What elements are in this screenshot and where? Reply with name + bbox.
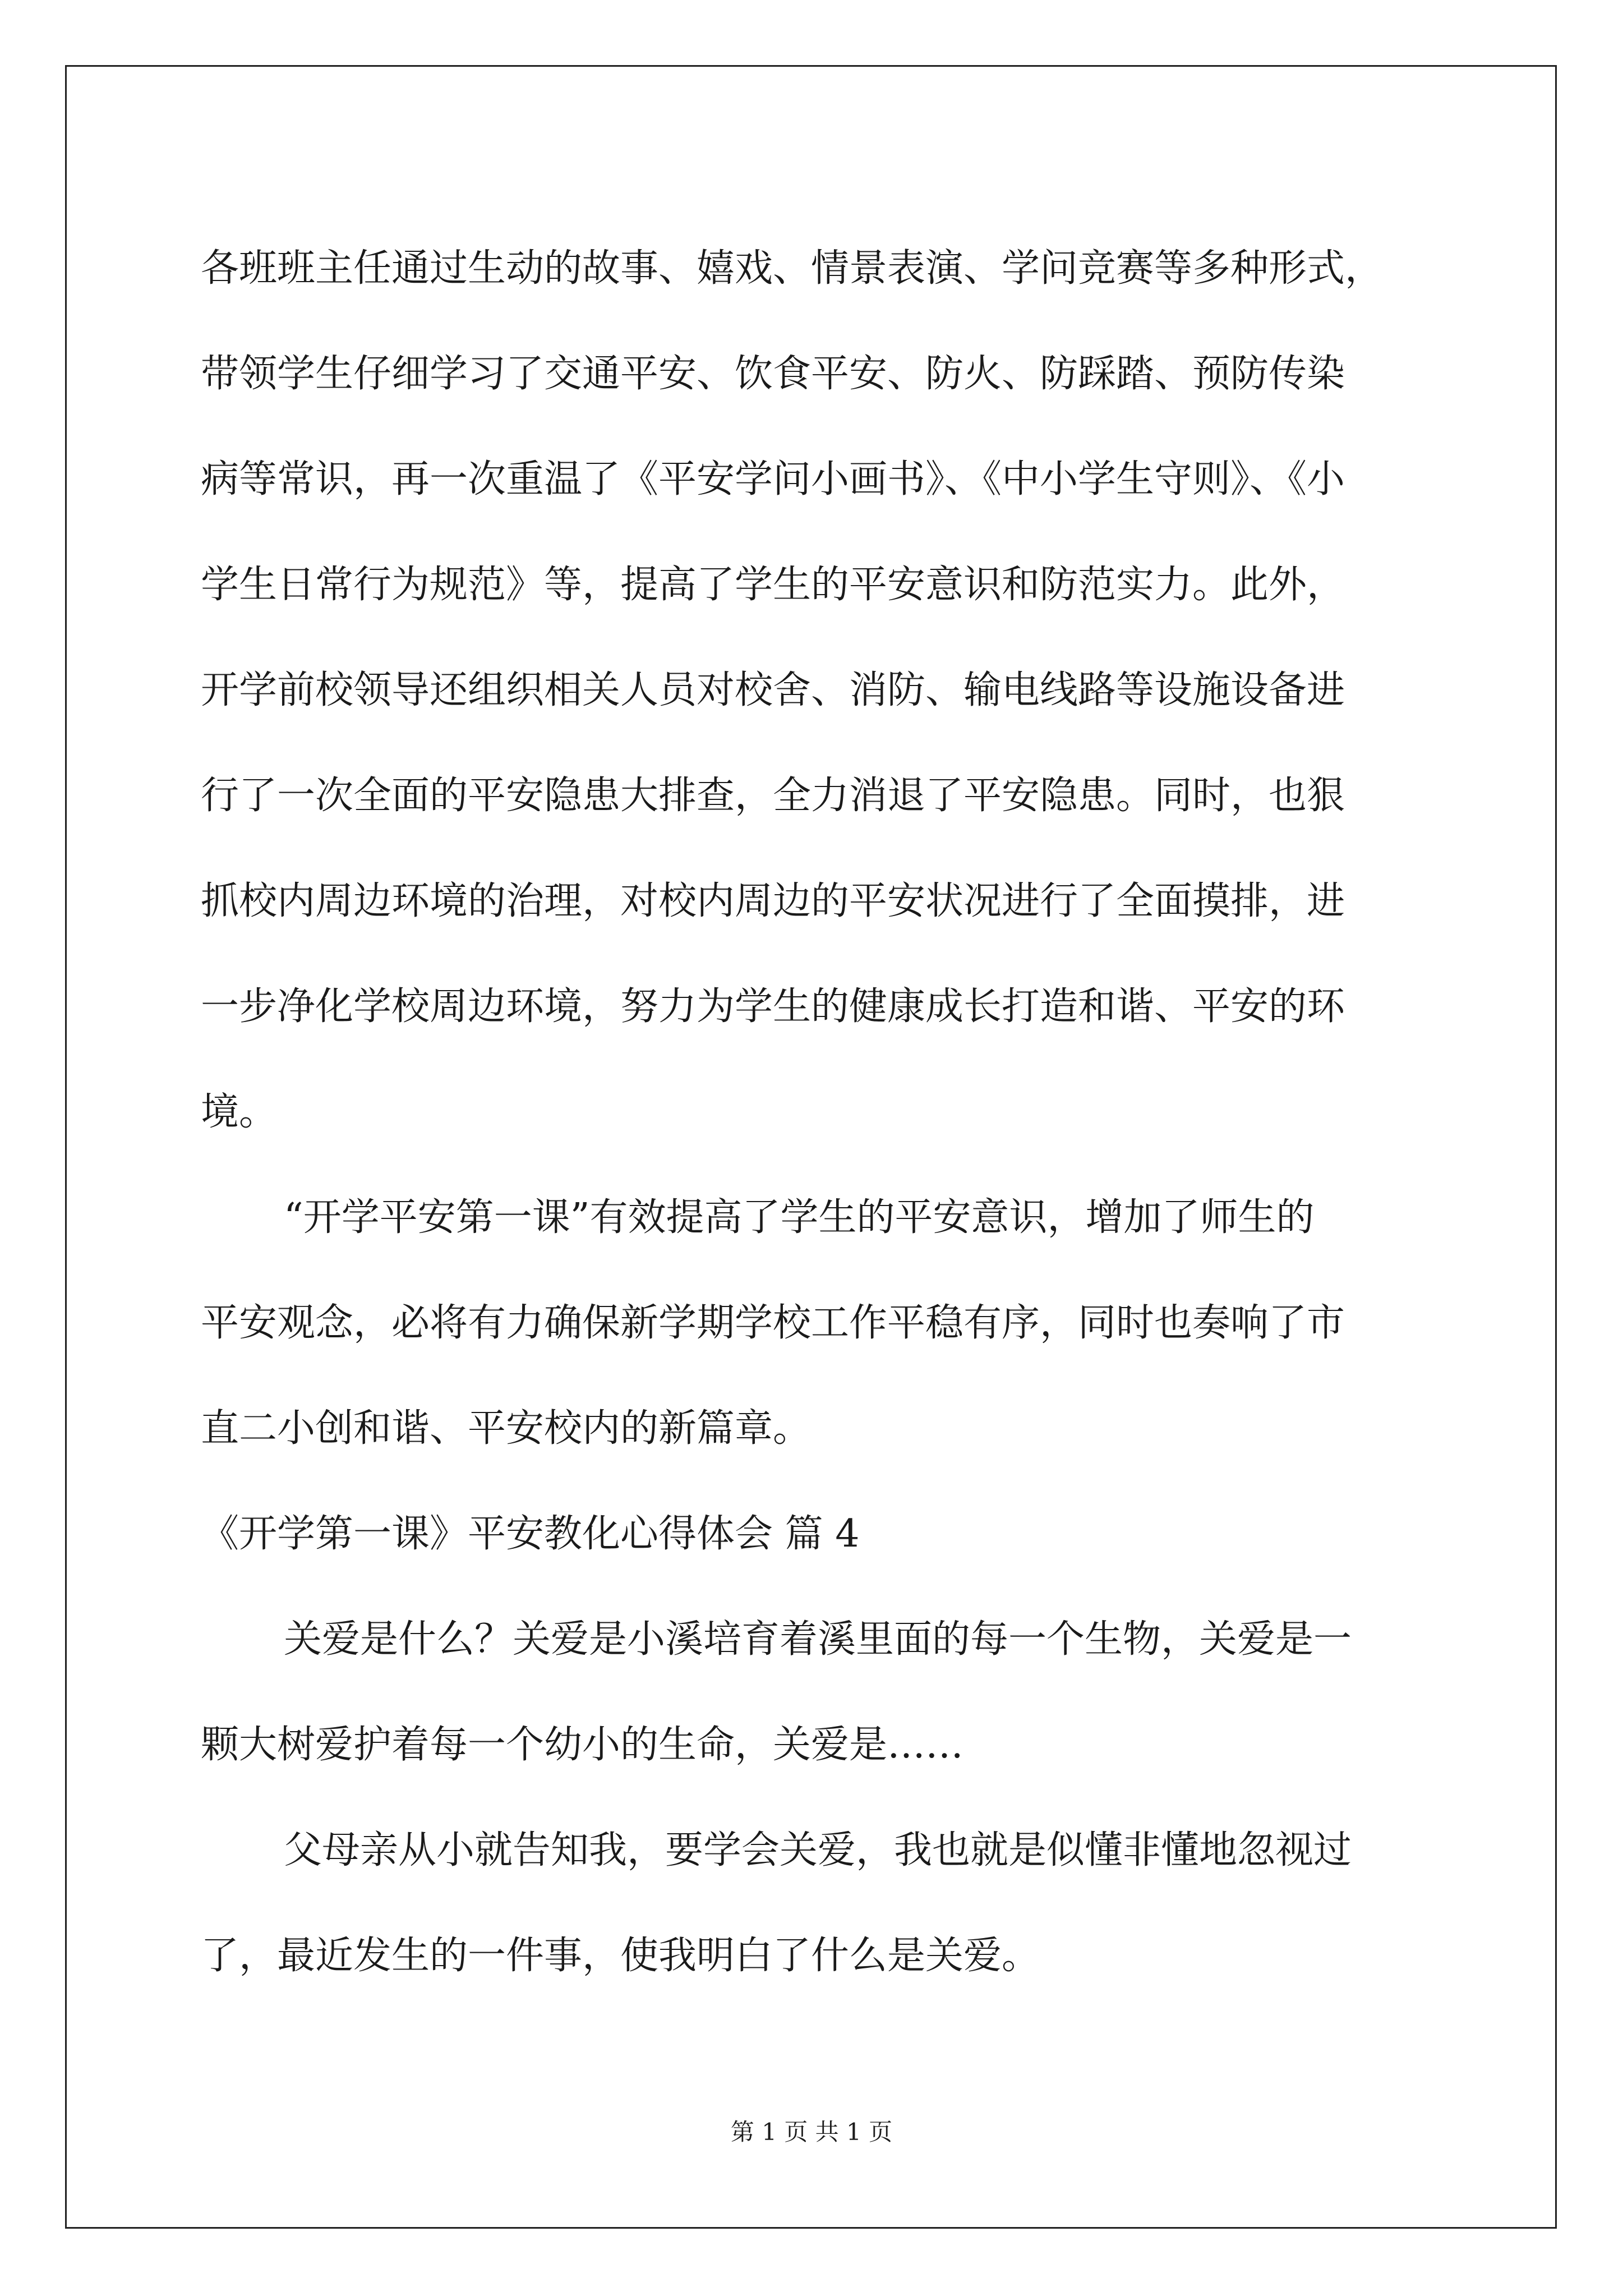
paragraph-line: 了，最近发生的一件事，使我明白了什么是关爱。 xyxy=(201,1934,1040,1978)
paragraph-line: 直二小创和谐、平安校内的新篇章。 xyxy=(201,1406,811,1451)
paragraph-line: 抓校内周边环境的治理，对校内周边的平安状况进行了全面摸排，进 xyxy=(201,879,1345,923)
paragraph-line: 关爱是什么？关爱是小溪培育着溪里面的每一个生物，关爱是一 xyxy=(284,1617,1352,1662)
paragraph-line: 各班班主任通过生动的故事、嬉戏、情景表演、学问竞赛等多种形式， xyxy=(201,246,1384,291)
section-heading: 《开学第一课》平安教化心得体会 篇 4 xyxy=(201,1512,860,1556)
paragraph-line: 开学前校领导还组织相关人员对校舍、消防、输电线路等设施设备进 xyxy=(201,668,1345,712)
paragraph-line: 带领学生仔细学习了交通平安、饮食平安、防火、防踩踏、预防传染 xyxy=(201,352,1345,396)
paragraph-line: 父母亲从小就告知我，要学会关爱，我也就是似懂非懂地忽视过 xyxy=(284,1828,1352,1872)
paragraph-line: 颗大树爱护着每一个幼小的生命，关爱是…… xyxy=(201,1723,964,1767)
paragraph-line: 学生日常行为规范》等，提高了学生的平安意识和防范实力。此外， xyxy=(201,563,1345,607)
paragraph-line: 病等常识，再一次重温了《平安学问小画书》、《中小学生守则》、《小 xyxy=(201,457,1345,501)
paragraph-line: “开学平安第一课”有效提高了学生的平安意识，增加了师生的 xyxy=(284,1195,1315,1240)
paragraph-line: 境。 xyxy=(201,1090,278,1134)
document-body xyxy=(201,216,1423,2009)
page-number-footer: 第 1 页 共 1 页 xyxy=(730,2118,893,2146)
paragraph-line: 平安观念，必将有力确保新学期学校工作平稳有序，同时也奏响了市 xyxy=(201,1301,1345,1345)
paragraph-line: 行了一次全面的平安隐患大排查，全力消退了平安隐患。同时，也狠 xyxy=(201,774,1345,818)
paragraph-line: 一步净化学校周边环境，努力为学生的健康成长打造和谐、平安的环 xyxy=(201,984,1345,1029)
